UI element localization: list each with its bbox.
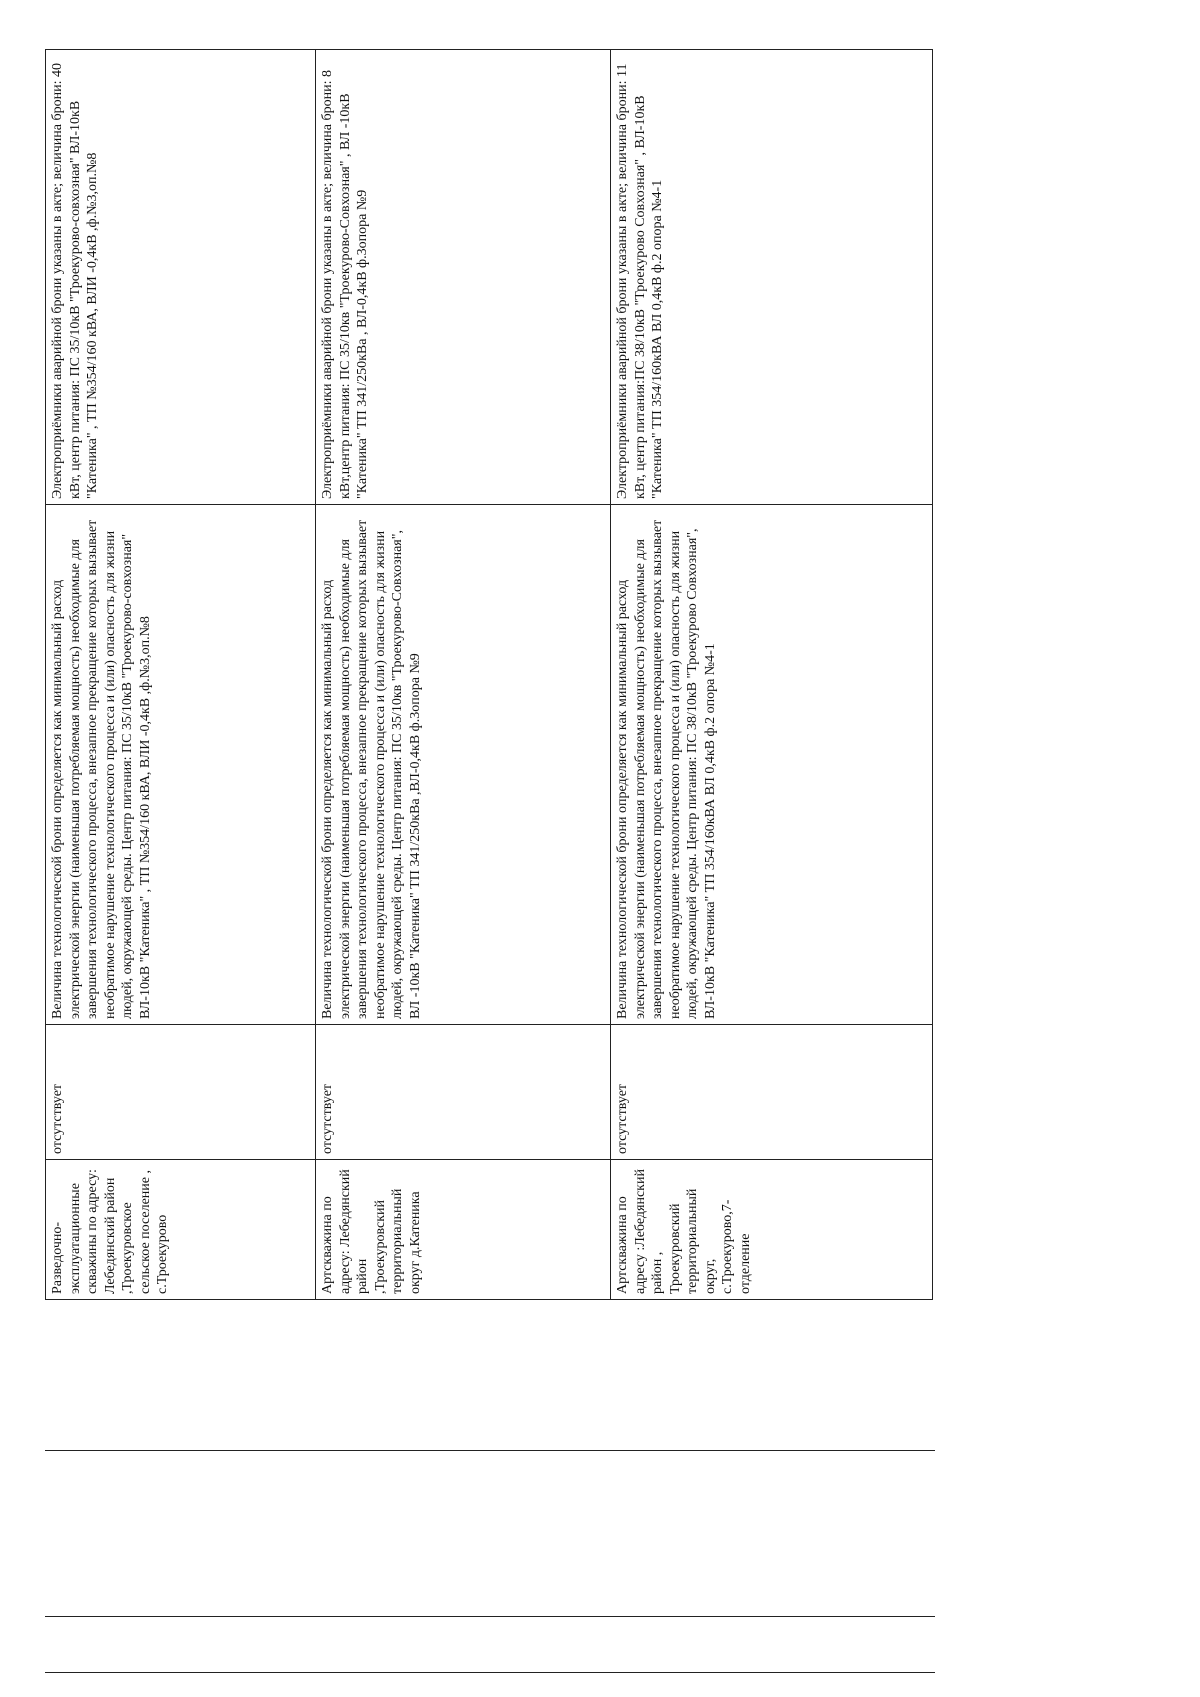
- signature-line: [45, 1672, 935, 1673]
- tech-reserve-text: Величина технологической брони определяется как минимальный расход электрической энергии (наименьшая потребляемая мощность) необходимые для завершения технологического процесса, внезапное прекращение которых вызывает необратимое нарушение технологического процесса и (или) опасность для жизни людей, окружающей среды. Центр питания: ПС 38/10кВ "Троекурово Совхозная", ВЛ-10кВ "Катеника" ТП 354/160кВА ВЛ 0,4кВ ф.2 опора №4-1: [615, 519, 718, 1019]
- object-text: Артскважина по адресу :Лебедянский район , Троекуровский территориальный округ, с.Троекурово,7-отделение: [615, 1169, 753, 1294]
- emergency-reserve-text: Электроприёмники аварийной брони указаны в акте; величина брони: 8 кВт,центр питания: ПС 35/10кв "Троекурово-Совхозная" , ВЛ -10кВ "Катеника" ТП 341/250кВа , ВЛ-0,4кВ ф.3опора №9: [320, 70, 370, 499]
- status-text: отсутствует: [320, 1083, 335, 1154]
- emergency-reserve-cell: [611, 50, 933, 505]
- emergency-reserve-text: Электроприёмники аварийной брони указаны в акте; величина брони: 40 кВт, центр питания: ПС 35/10кВ "Троекурово-совхозная" ВЛ-10кВ "Катеника" , ТП №354/160 кВА, ВЛИ -0,4кВ ,ф.№3,оп.№8: [50, 63, 100, 499]
- status-cell: [611, 1025, 933, 1160]
- emergency-reserve-cell: [316, 50, 611, 505]
- object-cell: [611, 1160, 933, 1300]
- object-cell: [46, 1160, 316, 1300]
- tech-reserve-text: Величина технологической брони определяется как минимальный расход электрической энергии (наименьшая потребляемая мощность) необходимые для завершения технологического процесса, внезапное прекращение которых вызывает необратимое нарушение технологического процесса и (или) опасность для жизни людей, окружающей среды. Центр питания: ПС 35/10кВ "Троекурово-совхозная" ВЛ-10кВ "Катеника" , ТП №354/160 кВА, ВЛИ -0,4кВ ,ф.№3,оп.№8: [50, 519, 153, 1019]
- table-row: [611, 50, 933, 1300]
- status-text: отсутствует: [615, 1083, 630, 1154]
- emergency-reserve-text: Электроприёмники аварийной брони указаны в акте; величина брони: 11 кВт, центр питания:ПС 38/10кВ "Троекурово Совхозная" , ВЛ-10кВ "Катеника" ТП 354/160кВА ВЛ 0,4кВ ф.2 опора №4-1: [615, 63, 665, 499]
- object-text: Артскважина по адресу: Лебедянский район ,Троекуровский территориальный округ д.Катеника: [320, 1169, 423, 1294]
- tech-reserve-cell: [611, 505, 933, 1025]
- status-cell: [46, 1025, 316, 1160]
- tech-reserve-cell: [46, 505, 316, 1025]
- object-cell: [316, 1160, 611, 1300]
- status-text: отсутствует: [50, 1083, 65, 1154]
- signature-line: [45, 1616, 935, 1617]
- table-row: [316, 50, 611, 1300]
- tech-reserve-cell: [316, 505, 611, 1025]
- table-row: [46, 50, 316, 1300]
- status-cell: [316, 1025, 611, 1160]
- tech-reserve-text: Величина технологической брони определяется как минимальный расход электрической энергии (наименьшая потребляемая мощность) необходимые для завершения технологического процесса, внезапное прекращение которых вызывает необратимое нарушение технологического процесса и (или) опасность для жизни людей, окружающей среды. Центр питания: ПС 35/10кв "Троекурово-Совхозная", ВЛ -10кВ "Катеника" ТП 341/250кВа ,ВЛ-0,4кВ ф.3опора №9: [320, 519, 423, 1019]
- rotated-table-container: [45, 50, 932, 1300]
- reserve-table: [45, 49, 933, 1300]
- object-text: Разведочно-эксплуатационные скважины по адресу: Лебедянский район ,Троекуровское сельское поселение , с.Троекурово: [50, 1169, 170, 1294]
- emergency-reserve-cell: [46, 50, 316, 505]
- signature-line: [45, 1450, 935, 1451]
